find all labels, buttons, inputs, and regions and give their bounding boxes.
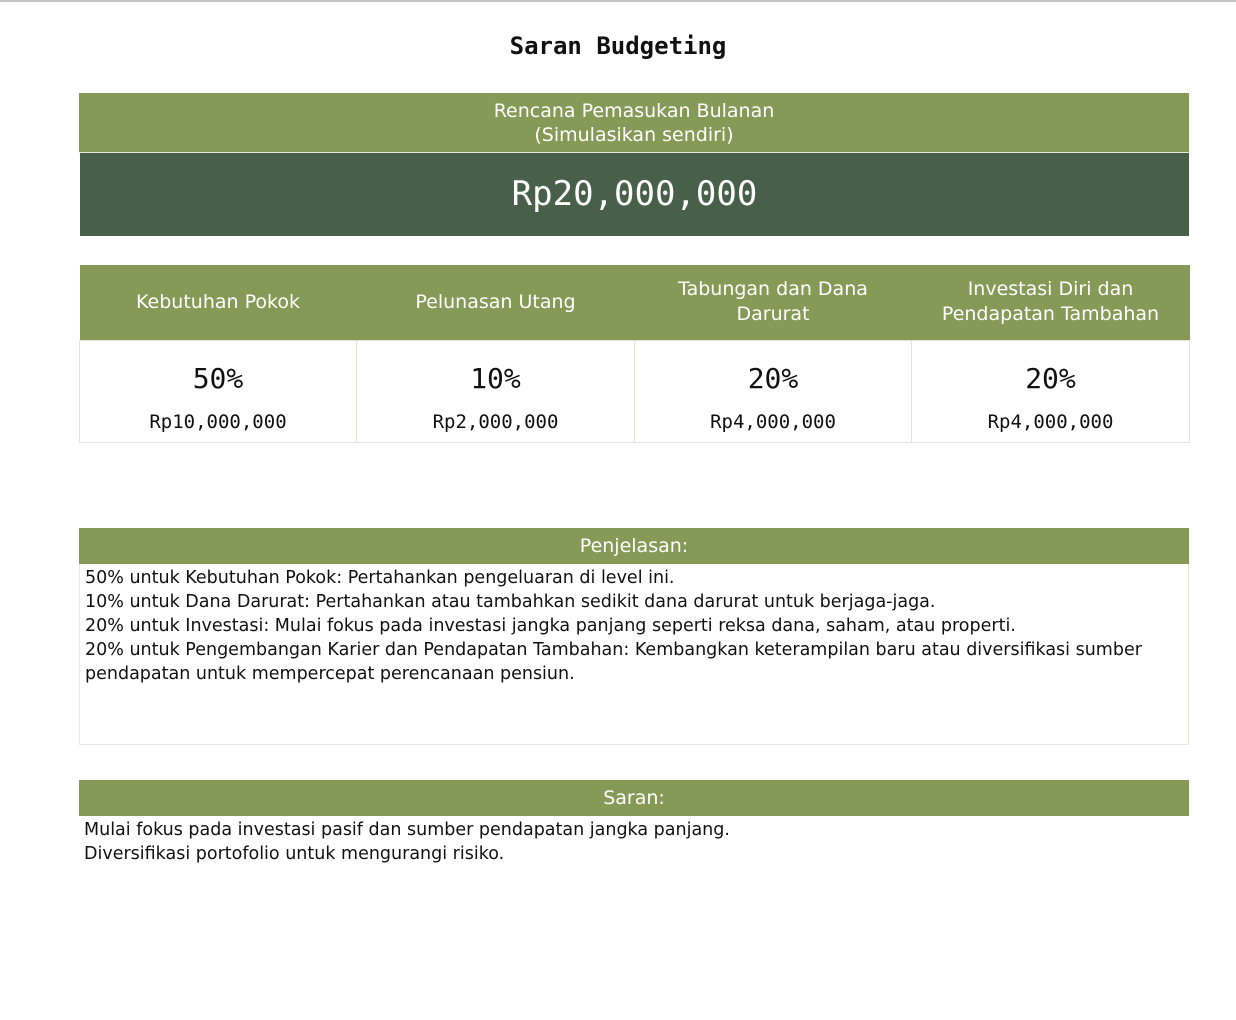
penjelasan-section: [79, 528, 1189, 745]
allocation-table: [79, 265, 1190, 443]
saran-line: Mulai fokus pada investasi pasif dan sumber pendapatan jangka panjang.: [84, 820, 730, 840]
header-text: Kebutuhan Pokok: [136, 290, 300, 313]
allocation-cell-kebutuhan-pokok: [80, 340, 357, 442]
allocation-header-row: [80, 265, 1190, 340]
allocation-header-kebutuhan-pokok: [80, 265, 357, 340]
allocation-header-tabungan: [635, 265, 912, 340]
header-text: Pelunasan Utang: [415, 290, 576, 313]
saran-heading: Saran:: [79, 780, 1189, 816]
header-text: Pendapatan Tambahan: [941, 303, 1160, 326]
allocation-value-row: [80, 340, 1190, 442]
income-header: [79, 93, 1189, 153]
penjelasan-line: 20% untuk Investasi: Mulai fokus pada investasi jangka panjang seperti reksa dana, saham, atau properti.: [85, 616, 1016, 636]
income-panel: [79, 93, 1189, 236]
saran-section: [79, 780, 1189, 876]
allocation-header-pelunasan-utang: [357, 265, 635, 340]
allocation-cell-pelunasan-utang: [357, 340, 635, 442]
header-text: Darurat: [736, 303, 810, 326]
header-text: Tabungan dan Dana: [678, 278, 868, 301]
income-sublabel: (Simulasikan sendiri): [534, 124, 734, 146]
header-text: Investasi Diri dan: [967, 278, 1134, 301]
allocation-amount: Rp4,000,000: [987, 410, 1114, 433]
allocation-percent: 20%: [1025, 361, 1076, 395]
penjelasan-body: [79, 564, 1189, 745]
allocation-percent: 10%: [470, 361, 521, 395]
penjelasan-line: 10% untuk Dana Darurat: Pertahankan atau tambahkan sedikit dana darurat untuk berjaga-jaga.: [85, 592, 936, 612]
allocation-header-investasi: [912, 265, 1190, 340]
saran-body: [79, 816, 1189, 876]
top-border: [0, 0, 1236, 2]
saran-line: Diversifikasi portofolio untuk mengurangi risiko.: [84, 844, 505, 864]
allocation-amount: Rp2,000,000: [432, 410, 559, 433]
allocation-amount: Rp4,000,000: [710, 410, 836, 433]
penjelasan-heading: Penjelasan:: [79, 528, 1189, 564]
penjelasan-line: 20% untuk Pengembangan Karier dan Pendapatan Tambahan: Kembangkan keterampilan baru atau diversifikasi sumber pendapatan untuk mempercepat perencanaan pensiun.: [85, 640, 1142, 684]
allocation-amount: Rp10,000,000: [149, 410, 287, 433]
allocation-cell-investasi: [912, 340, 1190, 442]
allocation-cell-tabungan: [635, 340, 912, 442]
income-label: Rencana Pemasukan Bulanan: [493, 100, 775, 122]
allocation-percent: 50%: [192, 361, 244, 395]
allocation-percent: 20%: [747, 361, 799, 395]
income-value[interactable]: Rp20,000,000: [80, 153, 1189, 236]
page-title: Saran Budgeting: [509, 32, 727, 60]
penjelasan-line: 50% untuk Kebutuhan Pokok: Pertahankan pengeluaran di level ini.: [85, 568, 675, 588]
